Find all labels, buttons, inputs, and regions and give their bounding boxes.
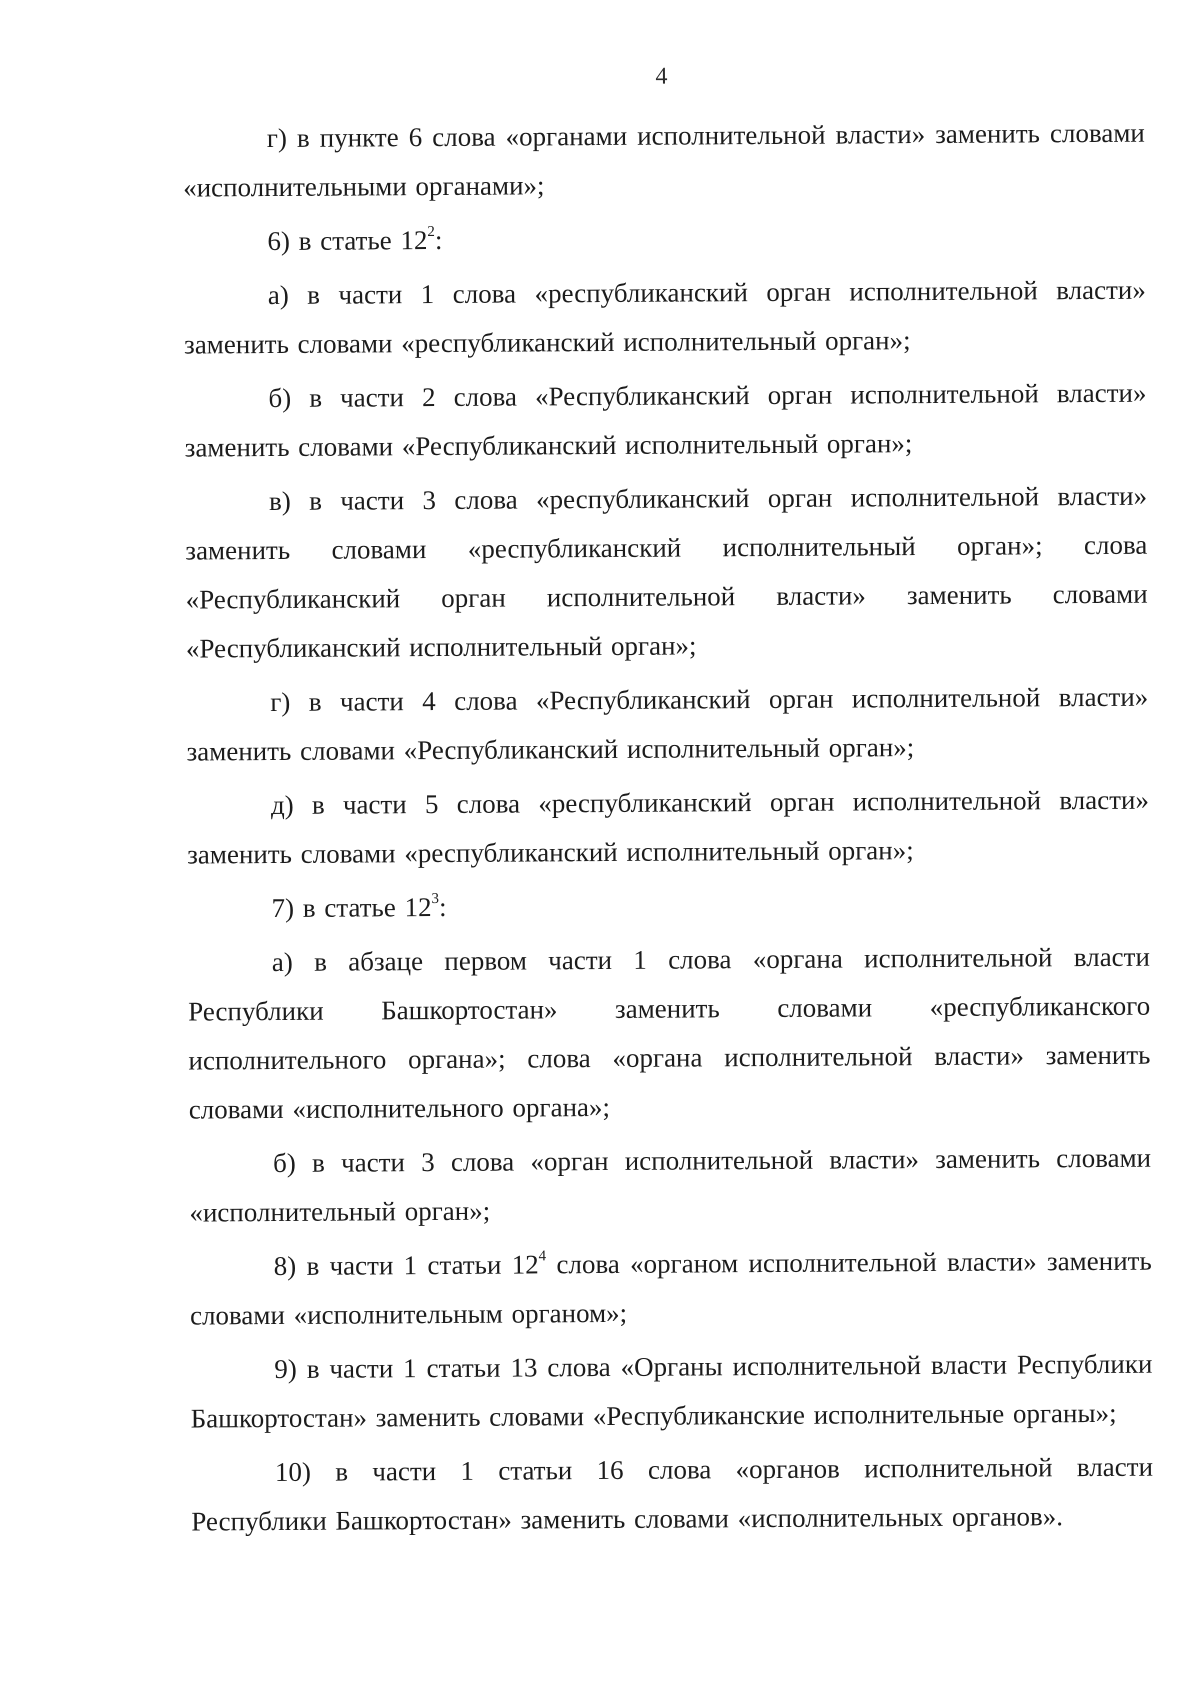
document-body <box>183 109 1154 1552</box>
page-number: 4 <box>655 63 668 90</box>
paragraph-6g: г) в части 4 слова «Республиканский орган исполнительной власти» заменить словами «Республиканский исполнительный орган»; <box>186 681 1149 767</box>
paragraph-6-statya-12-2: 6) в статье $12^2$: <box>267 224 443 257</box>
paragraph-6b: б) в части 2 слова «Республиканский орган исполнительной власти» заменить словами «Республиканский исполнительный орган»; <box>184 377 1147 463</box>
paragraph-6d: д) в части 5 слова «республиканский орган исполнительной власти» заменить словами «республиканский исполнительный орган»; <box>187 784 1149 870</box>
superscript: 3 <box>431 891 440 908</box>
paragraph-6a: а) в части 1 слова «республиканский орган исполнительной власти» заменить словами «республиканский исполнительный орган»; <box>184 274 1146 360</box>
paragraph-1g-punkt-6: г) в пункте 6 слова «органами исполнительной власти» заменить словами «исполнительными органами»; <box>183 117 1145 203</box>
paragraph-10: 10) в части 1 статьи 16 слова «органов исполнительной власти Республики Башкортостан» заменить словами «исполнительных органов». <box>191 1451 1154 1537</box>
paragraph-6v: в) в части 3 слова «республиканский орган исполнительной власти» заменить словами «республиканский исполнительный орган»; слова «Республиканский орган исполнительной власти» заменить словами «Республиканский исполнительный орган»; <box>185 480 1148 664</box>
paragraph-7a: а) в абзаце первом части 1 слова «органа исполнительной власти Республики Башкортостан» заменить словами «республиканского исполнительного органа»; слова «органа исполнительной власти» заменить словами «исполнительного органа»; <box>188 941 1151 1125</box>
paragraph-7b: б) в части 3 слова «орган исполнительной власти» заменить словами «исполнительный орган»; <box>189 1142 1152 1228</box>
superscript: 2 <box>427 224 435 241</box>
paragraph-9: 9) в части 1 статьи 13 слова «Органы исполнительной власти Республики Башкортостан» заменить словами «Республиканские исполнительные органы»; <box>190 1348 1153 1434</box>
paragraph-7-statya-12-3: 7) в статье $12^3$: <box>271 891 447 924</box>
paragraph-8: 8) в части 1 статьи $12^4$ слова «органом исполнительной власти» заменить словами «исполнительным органом»; <box>189 1245 1152 1331</box>
superscript: 4 <box>538 1248 547 1265</box>
